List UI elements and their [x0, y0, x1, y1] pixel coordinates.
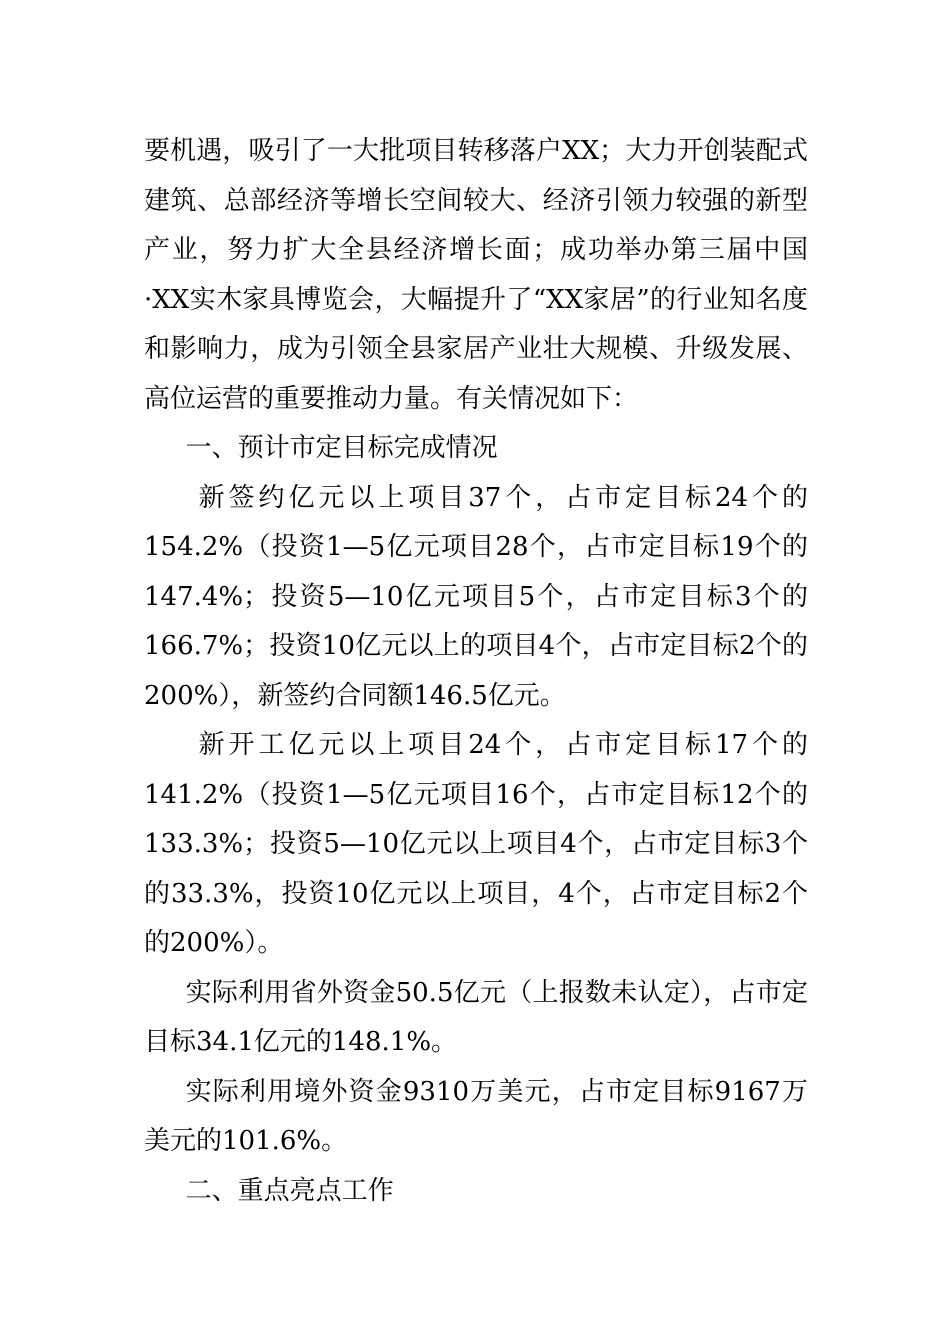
paragraph-new-started-projects: 新开工亿元以上项目24个，占市定目标17个的141.2%（投资1—5亿元项目16个，占市定目标12个的133.3%；投资5—10亿元以上项目4个，占市定目标3个的33.3%，投资10亿元以上项目，4个，占市定目标2个的200%）。 — [144, 730, 808, 958]
document-body — [144, 127, 808, 1216]
paragraph-domestic-funds: 实际利用省外资金50.5亿元（上报数未认定），占市定目标34.1亿元的148.1%。 — [144, 977, 808, 1057]
section-heading-2: 二、重点亮点工作 — [185, 1175, 394, 1206]
paragraph-intro-continued: 要机遇，吸引了一大批项目转移落户XX；大力开创装配式建筑、总部经济等增长空间较大、经济引领力较强的新型产业，努力扩大全县经济增长面；成功举办第三届中国·XX实木家具博览会，大幅提升了“XX家居”的行业知名度和影响力，成为引领全县家居产业壮大规模、升级发展、高位运营的重要推动力量。有关情况如下： — [144, 136, 808, 414]
section-heading-1: 一、预计市定目标完成情况 — [185, 433, 498, 463]
paragraph-foreign-funds: 实际利用境外资金9310万美元，占市定目标9167万美元的101.6%。 — [144, 1076, 808, 1156]
paragraph-new-signed-projects: 新签约亿元以上项目37个，占市定目标24个的154.2%（投资1—5亿元项目28个，占市定目标19个的147.4%；投资5—10亿元项目5个，占市定目标3个的166.7%；投资10亿元以上的项目4个，占市定目标2个的200%），新签约合同额146.5亿元。 — [144, 482, 808, 711]
